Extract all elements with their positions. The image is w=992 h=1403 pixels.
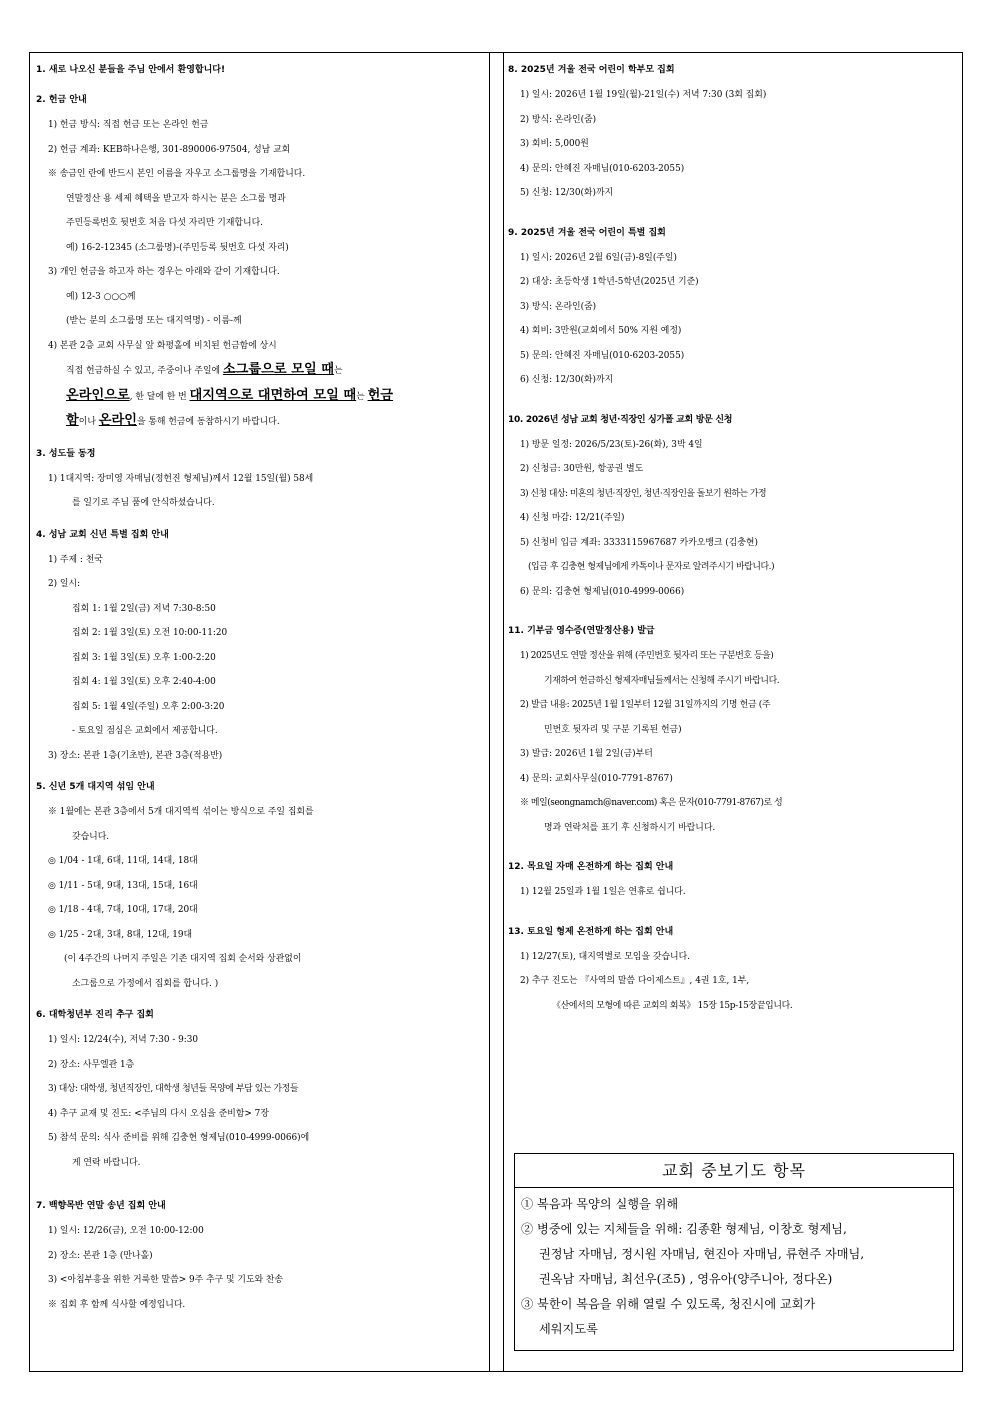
section-children-parents (508, 59, 958, 206)
list-item: 3) 개인 헌금을 하고자 하는 경우는 아래와 같이 기재합니다. (48, 267, 280, 277)
note-line: ※ 집회 후 함께 식사할 예정입니다. (48, 1299, 186, 1310)
list-item: 4) 회비: 3만원(교회에서 50% 지원 예정) (520, 326, 682, 336)
list-item: 2) 신청금: 30만원, 항공권 별도 (520, 464, 644, 474)
note-line: (받는 분의 소그룹명 또는 대지역명) - 이름-께 (66, 316, 242, 326)
emphasis-text: 대지역으로 대면하여 모일 때 (189, 387, 357, 403)
list-item-continued: 민번호 뒷자리 및 구분 기록된 헌금) (544, 724, 682, 735)
list-item: 2) 일시: (48, 579, 81, 589)
list-item: 4) 신청 마감: 12/21(주일) (520, 513, 625, 523)
section-brothers-meeting (508, 921, 958, 1019)
schedule-line: 집회 4: 1월 3일(토) 오후 2:40-4:00 (72, 677, 216, 687)
note-line: (이 4주간의 나머지 주일은 기존 대지역 집회 순서와 상관없이 (64, 954, 302, 964)
list-item: 1) 일시: 12/26(금), 오전 10:00-12:00 (48, 1226, 204, 1236)
list-item: 5) 참석 문의: 식사 준비를 위해 김충현 형제님(010-4999-0066)에 (48, 1133, 310, 1143)
section-title: 12. 목요일 자매 온전하게 하는 집회 안내 (508, 862, 674, 872)
section-title: 5. 신년 5개 대지역 섞임 안내 (36, 782, 155, 792)
section-title: 9. 2025년 겨울 전국 어린이 특별 집회 (508, 227, 666, 238)
bulletin-frame (29, 52, 963, 1372)
list-item: 3) <아침부흥을 위한 거룩한 말씀> 9주 추구 및 기도와 찬송 (48, 1275, 284, 1285)
section-title: 2. 헌금 안내 (36, 95, 87, 105)
note-line: 소그룹으로 가정에서 집회를 합니다. ) (72, 978, 219, 989)
list-item: 4) 추구 교재 및 진도: <주님의 다시 오심을 준비함> 7장 (48, 1108, 269, 1119)
list-item: 2) 방식: 온라인(줌) (520, 114, 597, 125)
list-item: 1) 일시: 2026년 2월 6일(금)-8일(주일) (520, 252, 677, 263)
list-item: 1) 방문 일정: 2026/5/23(토)-26(화), 3박 4일 (520, 439, 703, 450)
list-item: 2) 대상: 초등학생 1학년-5학년(2025년 기준) (520, 277, 699, 287)
section-welcome (36, 59, 488, 81)
list-item-continued: 《산에서의 모형에 따른 교회의 회복》 15장 15p-15장끝입니다. (552, 1000, 793, 1011)
prayer-item-continued: 세워지도록 (539, 1322, 598, 1336)
column-divider-left (489, 53, 490, 1371)
section-donation-receipt (508, 620, 958, 840)
emphasis-text: 소그룹으로 모일 때 (222, 362, 335, 377)
prayer-item: ① 복음과 목양의 실행을 위해 (521, 1197, 679, 1211)
column-divider-right (503, 53, 504, 1371)
text-run: 는 (334, 366, 343, 376)
list-item: 4) 문의: 교회사무실(010-7791-8767) (520, 773, 673, 784)
text-run: 을 통해 헌금에 동참하시기 바랍니다. (136, 417, 280, 427)
text-run: 는 (356, 391, 368, 402)
list-item: 3) 신청 대상: 미혼의 청년·직장인, 청년·직장인을 돌보기 원하는 가정 (520, 488, 767, 499)
list-item: 1) 12/27(토), 대지역별로 모임을 갖습니다. (520, 951, 690, 962)
list-item: 1) 일시: 12/24(수), 저녁 7:30 - 9:30 (48, 1035, 199, 1045)
schedule-line: ◎ 1/11 - 5대, 9대, 13대, 15대, 16대 (48, 880, 198, 891)
list-item-continued: 기재하여 헌금하신 형제자매님들께서는 신청해 주시기 바랍니다. (544, 675, 780, 686)
list-item: 6) 문의: 김충현 형제님(010-4999-0066) (520, 586, 685, 597)
list-item: 2) 장소: 본관 1층 (만나홀) (48, 1250, 153, 1261)
section-college-youth (36, 1004, 488, 1175)
section-title: 6. 대학청년부 진리 추구 집회 (36, 1010, 154, 1020)
section-title: 3. 성도들 동정 (36, 448, 96, 459)
note-line: ※ 송금인 란에 반드시 본인 이름을 자우고 소그룹명을 기재합니다. (48, 169, 306, 179)
list-item: 5) 문의: 안혜진 자매님(010-6203-2055) (520, 350, 685, 361)
list-item: 1) 헌금 방식: 직접 헌금 또는 온라인 헌금 (48, 120, 209, 130)
schedule-line: ◎ 1/18 - 4대, 7대, 10대, 17대, 20대 (48, 905, 198, 915)
section-title: 8. 2025년 겨울 전국 어린이 학부모 집회 (508, 65, 675, 75)
section-cedar-class (36, 1195, 488, 1317)
section-member-news (36, 443, 488, 516)
section-title: 10. 2026년 성남 교회 청년·직장인 싱가폴 교회 방문 신청 (508, 414, 733, 425)
note-line: 명과 연락처를 표기 후 신청하시기 바랍니다. (544, 822, 716, 833)
emphasis-text: 온라인으로 (66, 387, 130, 403)
schedule-line: 집회 3: 1월 3일(토) 오후 1:00-2:20 (72, 652, 216, 663)
list-item: 4) 문의: 안혜진 자매님(010-6203-2055) (520, 163, 685, 174)
list-item-continued: 게 연락 바랍니다. (72, 1157, 141, 1168)
section-district-mixing (36, 776, 488, 996)
prayer-box-title: 교회 중보기도 항목 (515, 1154, 953, 1188)
list-item: 1) 일시: 2026년 1월 19일(월)-21일(수) 저녁 7:30 (3회 집회) (520, 90, 767, 100)
text-run: 직접 헌금하실 수 있고, 주중이나 주일에 (66, 366, 223, 376)
list-item-continued (36, 358, 488, 384)
note-line: 연말정산 용 세제 혜택을 받고자 하시는 분은 소그룹 명과 (66, 193, 286, 204)
note-line: ※ 메일(seongnamch@naver.com) 혹은 문자(010-7791-8767)로 성 (520, 798, 783, 808)
schedule-line: ◎ 1/25 - 2대, 3대, 8대, 12대, 19대 (48, 929, 193, 940)
prayer-item: ② 병중에 있는 지체들을 위해: 김종환 형제님, 이창호 형제님, (521, 1222, 847, 1236)
list-item: 2) 헌금 계좌: KEB하나은행, 301-890006-97504, 성남 교회 (48, 144, 291, 155)
text-run: , 한 달에 한 번 (129, 391, 190, 402)
list-item: 1) 2025년도 연말 정산을 위해 (주민번호 뒷자리 또는 구분번호 등을) (520, 651, 774, 661)
note-line: (입금 후 김충현 형제님에게 카톡이나 문자로 알려주시기 바랍니다.) (528, 562, 775, 572)
list-item: 3) 발급: 2026년 1월 2일(금)부터 (520, 749, 653, 759)
list-item-continued (36, 409, 488, 435)
section-offering (36, 89, 488, 435)
note-line: 갖습니다. (72, 831, 110, 842)
section-title: 4. 성남 교회 신년 특별 집회 안내 (36, 529, 169, 540)
section-singapore-visit (508, 409, 958, 605)
list-item: 2) 장소: 사무엘관 1층 (48, 1059, 135, 1070)
section-title: 1. 새로 나오신 분들을 주님 안에서 환영합니다! (36, 65, 226, 75)
section-title: 13. 토요일 형제 온전하게 하는 집회 안내 (508, 926, 674, 937)
schedule-line: 집회 2: 1월 3일(토) 오전 10:00-11:20 (72, 628, 228, 638)
list-item: 3) 방식: 온라인(줌) (520, 301, 597, 312)
list-item: 4) 본관 2층 교회 사무실 앞 화평홀에 비치된 헌금함에 상시 (48, 340, 277, 351)
list-item: 5) 신청: 12/30(화)까지 (520, 188, 614, 198)
section-title: 7. 백향목반 연말 송년 집회 안내 (36, 1201, 166, 1211)
emphasis-text: 온라인 (98, 413, 137, 428)
section-title: 11. 기부금 영수증(연말정산용) 발급 (508, 626, 655, 636)
note-line: 주민등록번호 뒷번호 처음 다섯 자리만 기재합니다. (66, 218, 263, 228)
note-line: 예) 16-2-12345 (소그룹명)-(주민등록 뒷번호 다섯 자리) (66, 242, 289, 253)
note-line: ※ 1월에는 본관 3층에서 5개 대지역씩 섞이는 방식으로 주일 집회를 (48, 807, 314, 817)
list-item: 5) 신청비 입금 계좌: 3333115967687 카카오뱅크 (김충현) (520, 537, 758, 548)
note-line: - 토요일 점심은 교회에서 제공합니다. (72, 726, 218, 736)
note-line: 예) 12-3 ○○○께 (66, 291, 136, 302)
prayer-item-continued: 권옥남 자매님, 최선우(조5) , 영유아(양주니아, 정다온) (539, 1272, 833, 1286)
list-item: 1) 1대지역: 장미영 자매님(정헌진 형제님)께서 12월 15일(월) 58세 (48, 473, 314, 484)
list-item-continued: 를 일기로 주님 품에 안식하셨습니다. (72, 498, 215, 508)
prayer-item: ③ 북한이 복음을 위해 열릴 수 있도록, 청진시에 교회가 (521, 1297, 816, 1311)
list-item: 2) 발급 내용: 2025년 1월 1일부터 12월 31일까지의 기명 헌금 (주 (520, 700, 771, 710)
schedule-line: 집회 1: 1월 2일(금) 저녁 7:30-8:50 (72, 603, 216, 614)
emphasis-text: 함 (66, 413, 79, 428)
list-item: 1) 12월 25일과 1월 1일은 연휴로 쉽니다. (520, 887, 686, 897)
prayer-item-continued: 권정남 자매님, 정시원 자매님, 현진아 자매님, 류현주 자매님, (539, 1247, 865, 1261)
emphasis-text: 헌금 (367, 387, 394, 403)
list-item: 3) 대상: 대학생, 청년직장인, 대학생 청년들 목양에 부담 있는 가정들 (48, 1084, 299, 1094)
section-new-year-conference (36, 524, 488, 769)
list-item: 6) 신청: 12/30(화)까지 (520, 375, 614, 385)
text-run: 이나 (78, 417, 99, 427)
list-item-continued (36, 384, 488, 410)
left-column (36, 59, 488, 1325)
section-children-conference (508, 222, 958, 393)
list-item: 3) 회비: 5,000원 (520, 139, 589, 149)
schedule-line: ◎ 1/04 - 1대, 6대, 11대, 14대, 18대 (48, 856, 198, 866)
list-item: 1) 주제 : 천국 (48, 554, 103, 565)
prayer-box-body (515, 1188, 953, 1342)
list-item: 3) 장소: 본관 1층(기초반), 본관 3층(적용반) (48, 750, 223, 761)
schedule-line: 집회 5: 1월 4일(주일) 오후 2:00-3:20 (72, 701, 225, 712)
right-column (508, 59, 958, 1026)
prayer-box (514, 1153, 954, 1351)
list-item: 2) 추구 진도는 『사역의 말씀 다이제스트』, 4권 1호, 1부, (520, 976, 750, 986)
section-sisters-meeting (508, 856, 958, 905)
